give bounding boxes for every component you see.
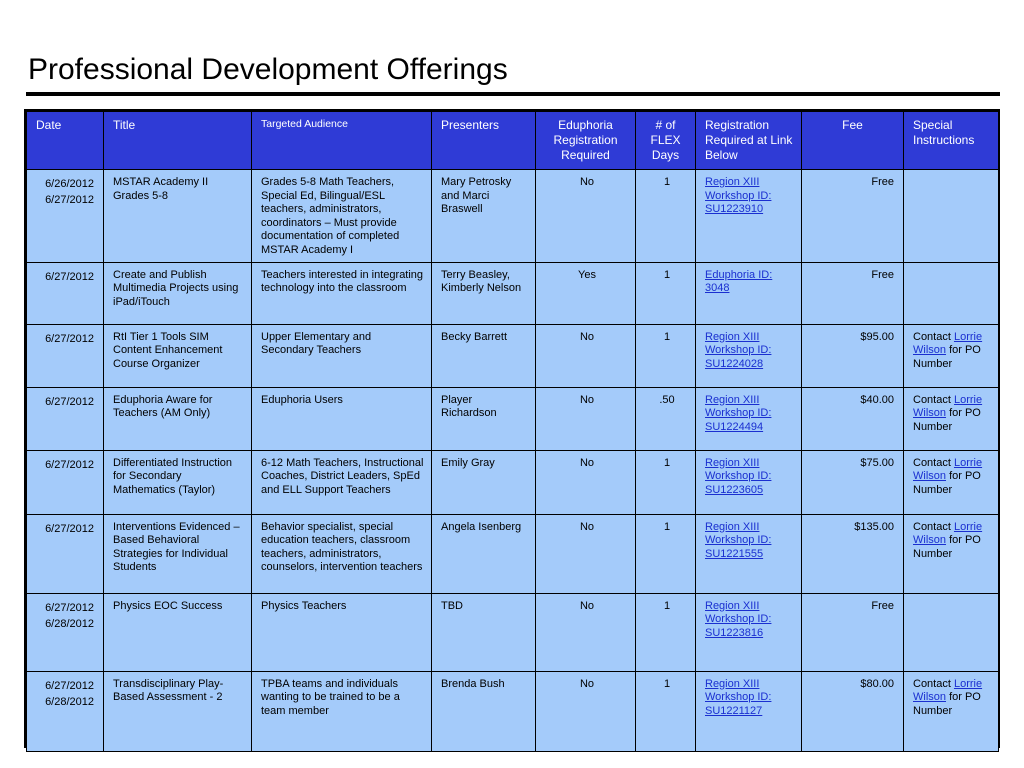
table-row: [27, 262, 999, 324]
cell-audience: Teachers interested in integrating technology into the classroom: [252, 262, 432, 324]
cell-title: Eduphoria Aware for Teachers (AM Only): [104, 387, 252, 450]
header-date: Date: [27, 112, 104, 170]
registration-link[interactable]: Region XIII Workshop ID: SU1223605: [705, 456, 772, 496]
contact-link[interactable]: Lorrie Wilson: [913, 330, 983, 357]
header-registration-link: Registration Required at Link Below: [696, 112, 802, 170]
table-body: [27, 170, 999, 752]
cell-special-instructions: [904, 514, 999, 593]
registration-link[interactable]: Region XIII Workshop ID: SU1221555: [705, 520, 772, 560]
cell-title: Differentiated Instruction for Secondary Mathematics (Taylor): [104, 450, 252, 514]
special-text-pre: Contact: [913, 330, 954, 343]
cell-fee: Free: [802, 262, 904, 324]
cell-flex-days: 1: [636, 450, 696, 514]
date-start: 6/27/2012: [45, 270, 94, 283]
date-end: 6/28/2012: [45, 617, 94, 630]
date-start: 6/27/2012: [45, 332, 94, 345]
cell-registration: [696, 671, 802, 751]
contact-link[interactable]: Lorrie Wilson: [913, 677, 983, 704]
header-targeted-audience: Targeted Audience: [252, 112, 432, 170]
cell-flex-days: 1: [636, 262, 696, 324]
header-fee: Fee: [802, 112, 904, 170]
special-text-post: for PO Number: [913, 470, 981, 496]
date-start: 6/27/2012: [45, 679, 94, 692]
cell-special-instructions: [904, 671, 999, 751]
cell-date: [27, 514, 104, 593]
table-row: [27, 450, 999, 514]
cell-title: Create and Publish Multimedia Projects using iPad/iTouch: [104, 262, 252, 324]
cell-audience: TPBA teams and individuals wanting to be trained to be a team member: [252, 671, 432, 751]
date-end: 6/27/2012: [45, 194, 94, 206]
date-start: 6/27/2012: [45, 395, 94, 408]
header-title: Title: [104, 112, 252, 170]
cell-date: [27, 450, 104, 514]
cell-registration: [696, 324, 802, 387]
contact-link[interactable]: Lorrie Wilson: [913, 456, 983, 483]
cell-flex-days: 1: [636, 170, 696, 263]
special-text-post: for PO Number: [913, 407, 981, 433]
table-row: [27, 324, 999, 387]
table-header-row: [27, 112, 999, 170]
cell-presenters: TBD: [432, 593, 536, 671]
title-divider: [26, 92, 1000, 96]
cell-audience: Behavior specialist, special education teachers, classroom teachers, administrators, counselors, intervention teachers: [252, 514, 432, 593]
contact-link[interactable]: Lorrie Wilson: [913, 520, 983, 547]
cell-date: [27, 593, 104, 671]
registration-link[interactable]: Region XIII Workshop ID: SU1223910: [705, 176, 772, 216]
special-text-post: for PO Number: [913, 344, 981, 370]
cell-fee: $80.00: [802, 671, 904, 751]
table-row: [27, 593, 999, 671]
cell-eduphoria-required: No: [536, 387, 636, 450]
table-row: [27, 671, 999, 751]
cell-flex-days: 1: [636, 671, 696, 751]
header-special-instructions: Special Instructions: [904, 112, 999, 170]
cell-fee: $95.00: [802, 324, 904, 387]
date-start: 6/27/2012: [45, 522, 94, 535]
header-eduphoria-registration: Eduphoria Registration Required: [536, 112, 636, 170]
cell-title: Interventions Evidenced –Based Behavioral Strategies for Individual Students: [104, 514, 252, 593]
cell-audience: Grades 5-8 Math Teachers, Special Ed, Bilingual/ESL teachers, administrators, coordinators – Must provide documentation of completed MSTAR Academy I: [252, 170, 432, 263]
special-text-post: for PO Number: [913, 691, 981, 717]
special-text-pre: Contact: [913, 677, 954, 690]
cell-audience: Eduphoria Users: [252, 387, 432, 450]
cell-fee: Free: [802, 593, 904, 671]
cell-fee: Free: [802, 170, 904, 263]
cell-title: RtI Tier 1 Tools SIM Content Enhancement Course Organizer: [104, 324, 252, 387]
cell-eduphoria-required: No: [536, 671, 636, 751]
table-row: [27, 514, 999, 593]
cell-registration: [696, 387, 802, 450]
cell-flex-days: 1: [636, 514, 696, 593]
registration-link[interactable]: Region XIII Workshop ID: SU1221127: [705, 677, 772, 717]
offerings-table: [26, 111, 999, 752]
cell-special-instructions: [904, 262, 999, 324]
cell-eduphoria-required: No: [536, 593, 636, 671]
cell-title: Physics EOC Success: [104, 593, 252, 671]
special-text-pre: Contact: [913, 456, 954, 469]
registration-link[interactable]: Region XIII Workshop ID: SU1224028: [705, 330, 772, 370]
cell-title: MSTAR Academy II Grades 5-8: [104, 170, 252, 263]
cell-title: Transdisciplinary Play-Based Assessment - 2: [104, 671, 252, 751]
cell-special-instructions: [904, 324, 999, 387]
cell-date: [27, 262, 104, 324]
special-text-pre: Contact: [913, 393, 954, 406]
cell-presenters: Angela Isenberg: [432, 514, 536, 593]
table-row: [27, 170, 999, 263]
cell-presenters: Brenda Bush: [432, 671, 536, 751]
cell-eduphoria-required: No: [536, 170, 636, 263]
cell-presenters: Becky Barrett: [432, 324, 536, 387]
header-flex-days: # of FLEX Days: [636, 112, 696, 170]
registration-link[interactable]: Region XIII Workshop ID: SU1223816: [705, 599, 772, 639]
date-start: 6/26/2012: [45, 178, 94, 190]
page-title: Professional Development Offerings: [28, 53, 508, 86]
cell-eduphoria-required: No: [536, 514, 636, 593]
registration-link[interactable]: Region XIII Workshop ID: SU1224494: [705, 393, 772, 433]
cell-special-instructions: [904, 450, 999, 514]
cell-flex-days: 1: [636, 593, 696, 671]
cell-date: [27, 170, 104, 263]
cell-audience: Physics Teachers: [252, 593, 432, 671]
cell-date: [27, 671, 104, 751]
cell-registration: [696, 262, 802, 324]
cell-registration: [696, 450, 802, 514]
date-end: 6/28/2012: [45, 695, 94, 708]
cell-special-instructions: [904, 593, 999, 671]
cell-eduphoria-required: No: [536, 450, 636, 514]
header-presenters: Presenters: [432, 112, 536, 170]
date-start: 6/27/2012: [45, 601, 94, 614]
cell-presenters: Player Richardson: [432, 387, 536, 450]
cell-registration: [696, 170, 802, 263]
cell-flex-days: .50: [636, 387, 696, 450]
cell-eduphoria-required: Yes: [536, 262, 636, 324]
cell-fee: $40.00: [802, 387, 904, 450]
date-start: 6/27/2012: [45, 458, 94, 471]
cell-flex-days: 1: [636, 324, 696, 387]
cell-audience: Upper Elementary and Secondary Teachers: [252, 324, 432, 387]
registration-link[interactable]: Eduphoria ID: 3048: [705, 268, 773, 295]
cell-fee: $75.00: [802, 450, 904, 514]
cell-presenters: Mary Petrosky and Marci Braswell: [432, 170, 536, 263]
cell-fee: $135.00: [802, 514, 904, 593]
cell-date: [27, 324, 104, 387]
cell-registration: [696, 593, 802, 671]
cell-special-instructions: [904, 170, 999, 263]
cell-presenters: Terry Beasley, Kimberly Nelson: [432, 262, 536, 324]
cell-presenters: Emily Gray: [432, 450, 536, 514]
table-row: [27, 387, 999, 450]
cell-eduphoria-required: No: [536, 324, 636, 387]
special-text-pre: Contact: [913, 520, 954, 533]
contact-link[interactable]: Lorrie Wilson: [913, 393, 983, 420]
offerings-table-container: [24, 109, 1000, 748]
cell-registration: [696, 514, 802, 593]
cell-special-instructions: [904, 387, 999, 450]
cell-date: [27, 387, 104, 450]
special-text-post: for PO Number: [913, 534, 981, 560]
cell-audience: 6-12 Math Teachers, Instructional Coaches, District Leaders, SpEd and ELL Support Teachers: [252, 450, 432, 514]
